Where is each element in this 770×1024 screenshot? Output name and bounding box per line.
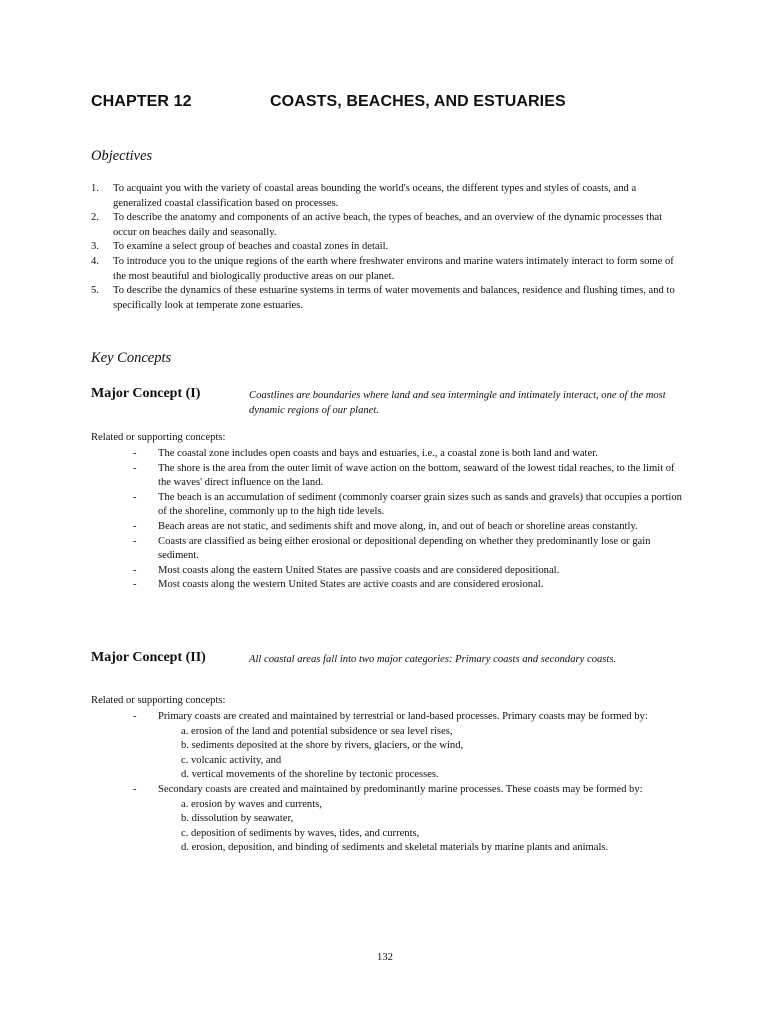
list-item: d. vertical movements of the shoreline by tectonic processes. (181, 769, 439, 781)
list-item: - Primary coasts are created and maintained by terrestrial or land-based processes. Primary coasts may be formed by: a. erosion of the land and potential subsidence or sea level rises, b. sediments deposited at the shore by rivers, glaciers, or the wind, c. volcanic activity, and d. vertical movements of the shoreline by tectonic processes. (133, 710, 688, 783)
related-concepts-label-1: Related or supporting concepts: (91, 432, 226, 443)
list-item: a. erosion by waves and currents, (181, 798, 322, 810)
list-item: c. volcanic activity, and (181, 754, 282, 766)
objective-item: 2. To describe the anatomy and components of an active beach, the types of beaches, and an overview of the dynamic processes that occur on beaches daily and seasonally. (91, 212, 663, 238)
list-item: a. erosion of the land and potential subsidence or sea level rises, (181, 725, 453, 737)
major-concept-1-label: Major Concept (I) (91, 386, 201, 401)
secondary-coasts-sublist (158, 798, 688, 856)
concept-1-bullets (133, 447, 688, 593)
list-item: - Most coasts along the western United States are active coasts and are considered erosional. (133, 579, 544, 591)
list-item: - Coasts are classified as being either erosional or depositional depending on whether they predominantly lose or gain sediment. (133, 535, 651, 562)
primary-coasts-sublist (158, 725, 688, 783)
page-number: 132 (377, 952, 393, 963)
list-item: - Most coasts along the eastern United States are passive coasts and are considered depositional. (133, 564, 560, 576)
major-concept-2-label: Major Concept (II) (91, 650, 206, 665)
list-item: c. deposition of sediments by waves, tides, and currents, (181, 827, 420, 839)
list-item: b. dissolution by seawater, (181, 813, 294, 825)
list-item: d. erosion, deposition, and binding of sediments and skeletal materials by marine plants and animals. (181, 842, 609, 854)
list-item: - Secondary coasts are created and maintained by predominantly marine processes. These coasts may be formed by: a. erosion by waves and currents, b. dissolution by seawater, c. deposition of sediments by waves, tides, and currents, d. erosion, deposition, and binding of sediments and skeletal materials by marine plants and animals. (133, 783, 688, 856)
major-concept-1-statement: Coastlines are boundaries where land and sea intermingle and intimately interact, one of the most dynamic regions of our planet. (249, 390, 666, 416)
objective-item: 3. To examine a select group of beaches and coastal zones in detail. (91, 241, 389, 253)
major-concept-2-statement: All coastal areas fall into two major categories: Primary coasts and secondary coasts. (249, 654, 617, 665)
secondary-coasts-text: Secondary coasts are created and maintained by predominantly marine processes. These coasts may be formed by: (158, 783, 643, 795)
primary-coasts-text: Primary coasts are created and maintained by terrestrial or land-based processes. Primary coasts may be formed by: (158, 711, 648, 722)
list-item: - Beach areas are not static, and sediments shift and move along, in, and out of beach or shoreline areas constantly. (133, 520, 638, 532)
objectives-heading: Objectives (91, 148, 153, 164)
objective-item: 1. To acquaint you with the variety of coastal areas bounding the world's oceans, the different types and styles of coasts, and a generalized coastal classification based on processes. (91, 183, 637, 209)
chapter-label: CHAPTER 12 (91, 93, 192, 110)
list-item: - The shore is the area from the outer limit of wave action on the bottom, seaward of the lowest tidal reaches, to the limit of the waves' direct influence on the land. (133, 462, 675, 489)
chapter-title: COASTS, BEACHES, AND ESTUARIES (270, 93, 566, 110)
list-item: b. sediments deposited at the shore by rivers, glaciers, or the wind, (181, 740, 464, 752)
list-item: - The beach is an accumulation of sediment (commonly coarser grain sizes such as sands and gravels) that occupies a portion of the shoreline, commonly up to the high tide levels. (133, 491, 682, 518)
objective-item: 5. To describe the dynamics of these estuarine systems in terms of water movements and balances, residence and flushing times, and to specifically look at temperate zone estuaries. (91, 285, 675, 311)
related-concepts-label-2: Related or supporting concepts: (91, 695, 226, 706)
list-item: - The coastal zone includes open coasts and bays and estuaries, i.e., a coastal zone is both land and water. (133, 448, 598, 459)
objectives-list (91, 182, 681, 313)
key-concepts-heading: Key Concepts (91, 350, 172, 366)
concept-2-bullets (133, 710, 688, 856)
objective-item: 4. To introduce you to the unique regions of the earth where freshwater environs and marine waters intimately interact to form some of the most beautiful and biologically productive areas on our planet. (91, 255, 674, 282)
